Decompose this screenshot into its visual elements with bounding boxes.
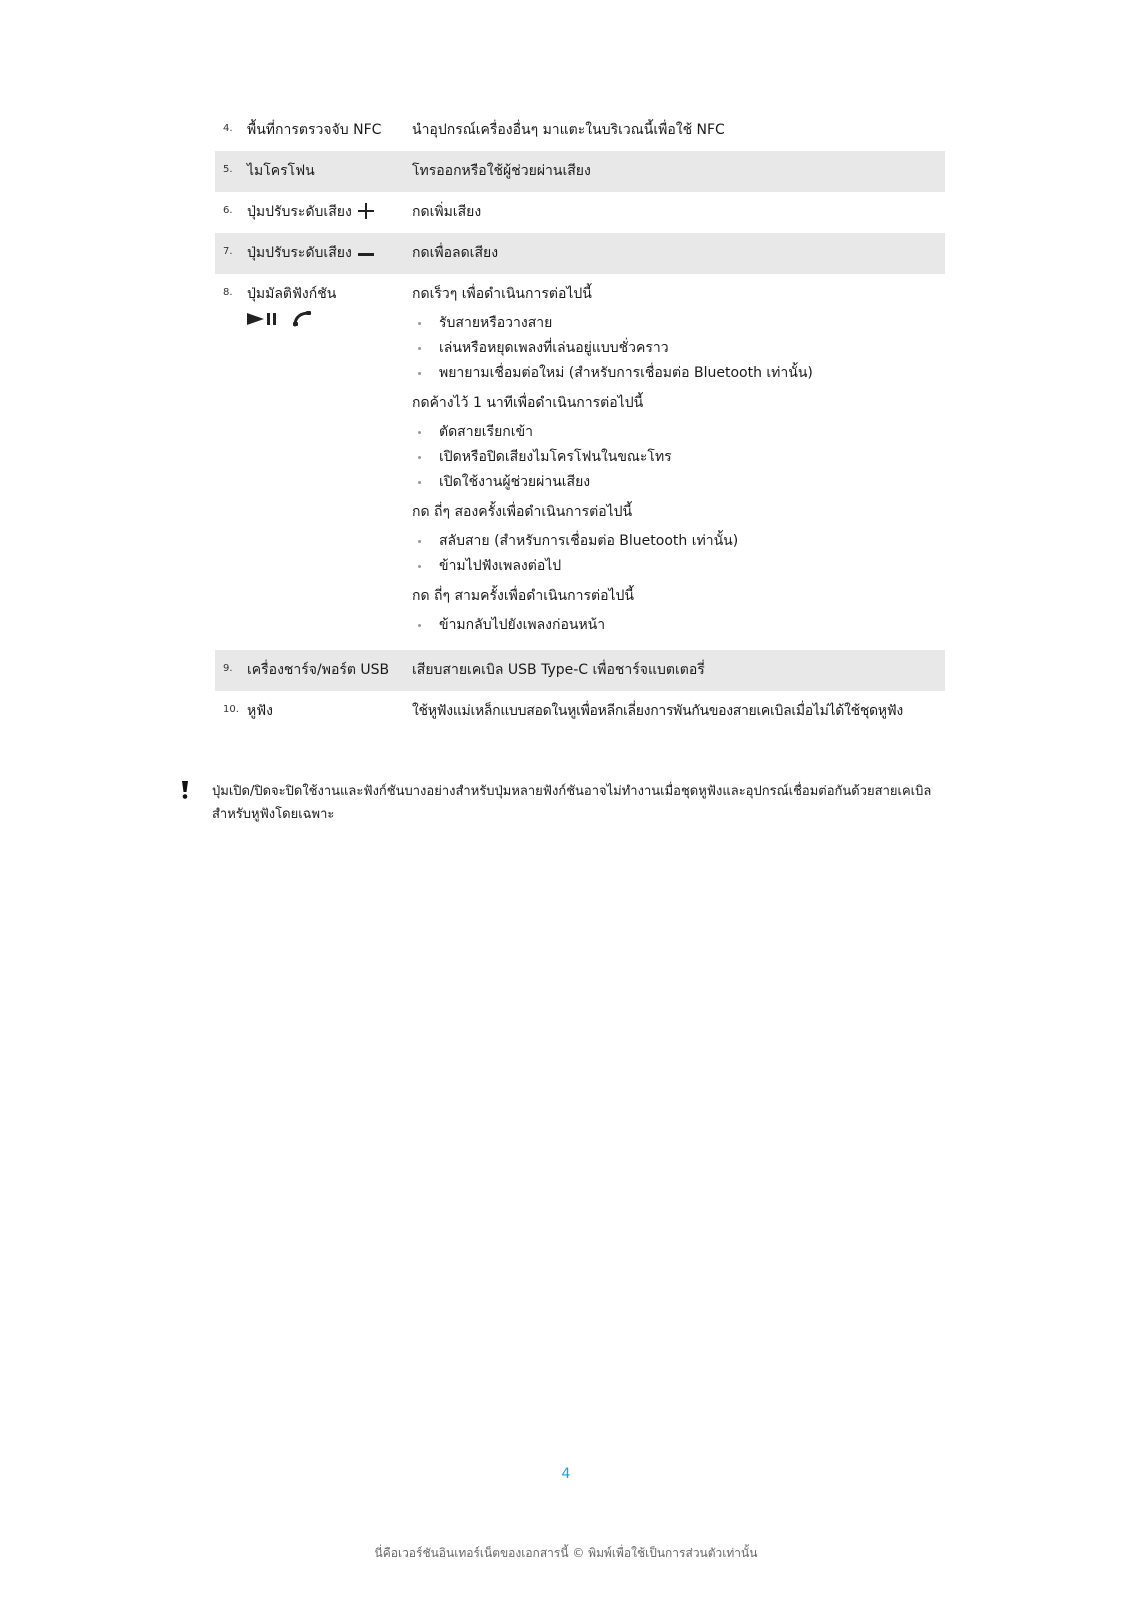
list-item: เปิดใช้งานผู้ช่วยผ่านเสียง [412, 470, 945, 495]
list-item: ตัดสายเรียกเข้า [412, 420, 945, 445]
bullet-list [412, 529, 945, 579]
row-number: 9. [223, 663, 233, 674]
minus-icon [358, 244, 374, 260]
row-label: หูฟัง [247, 703, 273, 719]
row-description: นำอุปกรณ์เครื่องอื่นๆ มาแตะในบริเวณนี้เพื่อใช้ NFC [412, 122, 725, 138]
table-row [215, 151, 945, 192]
table-row [215, 274, 945, 650]
row-label: ไมโครโฟน [247, 163, 315, 179]
bullet-list [412, 613, 945, 638]
list-item: เปิดหรือปิดเสียงไมโครโฟนในขณะโทร [412, 445, 945, 470]
list-item: รับสายหรือวางสาย [412, 311, 945, 336]
list-item: พยายามเชื่อมต่อใหม่ (สำหรับการเชื่อมต่อ Bluetooth เท่านั้น) [412, 361, 945, 386]
table-row [215, 192, 945, 233]
list-item: สลับสาย (สำหรับการเชื่อมต่อ Bluetooth เท่านั้น) [412, 529, 945, 554]
list-item: ข้ามกลับไปยังเพลงก่อนหน้า [412, 613, 945, 638]
list-item: เล่นหรือหยุดเพลงที่เล่นอยู่แบบชั่วคราว [412, 336, 945, 361]
row-label: พื้นที่การตรวจจับ NFC [247, 122, 382, 138]
row-number: 8. [223, 287, 233, 298]
row-number: 6. [223, 205, 233, 216]
row-label-with-icon [247, 242, 412, 264]
group-intro: กดเร็วๆ เพื่อดำเนินการต่อไปนี้ [412, 286, 592, 302]
row-number: 4. [223, 123, 233, 134]
warning-note [180, 780, 940, 826]
note-text: ปุ่มเปิด/ปิดจะปิดใช้งานและฟังก์ชันบางอย่างสำหรับปุ่มหลายฟังก์ชันอาจไม่ทำงานเมื่อชุดหูฟังและอุปกรณ์เชื่อมต่อกันด้วยสายเคเบิลสำหรับหูฟังโดยเฉพาะ [212, 784, 932, 822]
row-description: ใช้หูฟังแม่เหล็กแบบสอดในหูเพื่อหลีกเลี่ยงการพันกันของสายเคเบิลเมื่อไม่ได้ใช้ชุดหูฟัง [412, 703, 903, 719]
row-label-with-icons [247, 283, 412, 327]
row-description [412, 283, 945, 644]
row-label: ปุ่มมัลติฟังก์ชัน [247, 286, 337, 302]
table-row [215, 110, 945, 151]
list-item: ข้ามไปฟังเพลงต่อไป [412, 554, 945, 579]
bullet-list [412, 420, 945, 495]
row-description: กดเพื่อลดเสียง [412, 245, 499, 261]
page-number: 4 [561, 1466, 571, 1482]
group-intro: กด ถี่ๆ สามครั้งเพื่อดำเนินการต่อไปนี้ [412, 588, 634, 604]
row-label: เครื่องชาร์จ/พอร์ต USB [247, 662, 390, 678]
row-label: ปุ่มปรับระดับเสียง [247, 245, 352, 261]
row-label: ปุ่มปรับระดับเสียง [247, 204, 352, 220]
row-description: กดเพิ่มเสียง [412, 204, 482, 220]
plus-icon [358, 203, 374, 219]
row-description: โทรออกหรือใช้ผู้ช่วยผ่านเสียง [412, 163, 591, 179]
table-row [215, 650, 945, 691]
row-number: 5. [223, 164, 233, 175]
table-row [215, 233, 945, 274]
page-footer: นี่คือเวอร์ชันอินเทอร์เน็ตของเอกสารนี้ © พิมพ์เพื่อใช้เป็นการส่วนตัวเท่านั้น [374, 1546, 758, 1560]
play-pause-icon [247, 311, 279, 327]
table-row [215, 691, 945, 732]
phone-icon [293, 311, 311, 327]
button-icons [247, 311, 412, 327]
group-intro: กด ถี่ๆ สองครั้งเพื่อดำเนินการต่อไปนี้ [412, 504, 633, 520]
exclamation-icon [180, 780, 190, 800]
group-intro: กดค้างไว้ 1 นาทีเพื่อดำเนินการต่อไปนี้ [412, 395, 644, 411]
feature-table [215, 110, 945, 732]
row-description: เสียบสายเคเบิล USB Type-C เพื่อชาร์จแบตเตอรี่ [412, 662, 705, 678]
bullet-list [412, 311, 945, 386]
row-number: 10. [223, 704, 239, 715]
row-label-with-icon [247, 201, 412, 223]
row-number: 7. [223, 246, 233, 257]
